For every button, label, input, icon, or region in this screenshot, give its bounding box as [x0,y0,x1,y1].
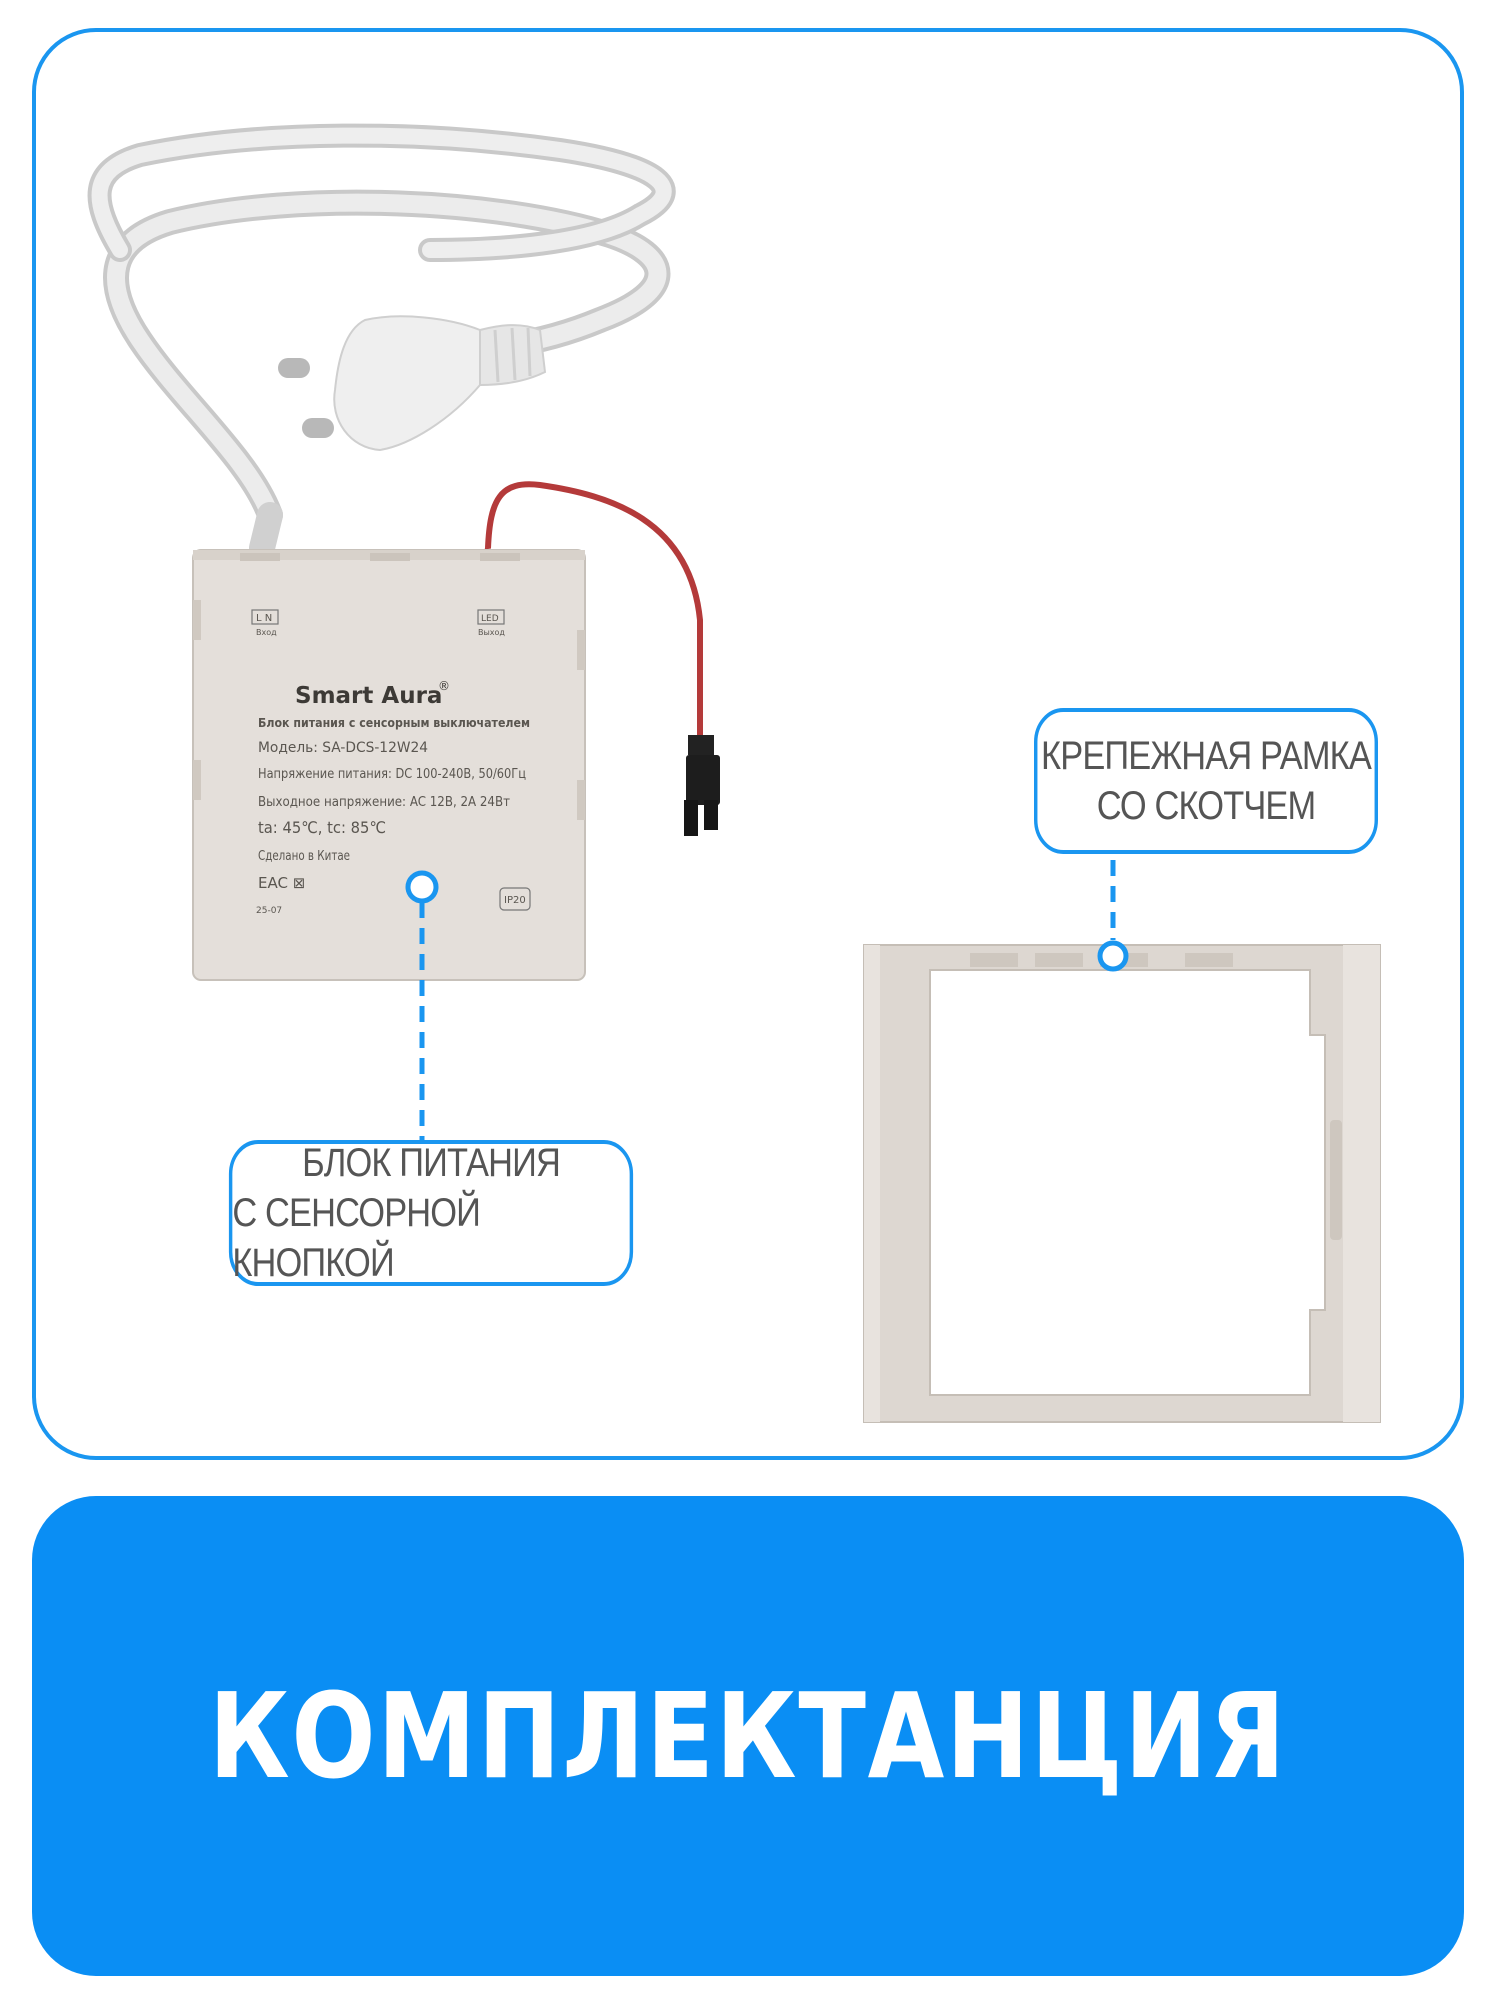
label-output-caption: Выход [478,628,505,637]
label-temps: ta: 45℃, tc: 85℃ [258,818,387,837]
label-brand-mark: ® [438,679,450,693]
euro-plug [278,316,545,450]
label-brand: Smart Aura [295,683,443,709]
callout-power-line2: С СЕНСОРНОЙ КНОПКОЙ [232,1191,481,1285]
label-input-terminals: L N [256,613,273,624]
label-input-caption: Вход [256,628,277,637]
banner-title: КОМПЛЕКТАНЦИЯ [208,1667,1288,1805]
label-cert-marks: EAC ⊠ [258,874,306,892]
label-output-voltage: Выходное напряжение: AC 12В, 2А 24Вт [258,795,511,810]
led-connector [684,735,720,836]
callout-frame-line2: СО СКОТЧЕМ [1096,784,1316,828]
bottom-banner [32,1496,1464,1976]
pointer-frame-dot [1100,943,1126,969]
label-output-terminal: LED [481,614,499,624]
label-batch: 25-07 [256,906,283,916]
label-input-voltage: Напряжение питания: DC 100-240В, 50/60Гц [258,767,527,782]
callout-mounting-frame [1034,708,1378,854]
callout-frame-line1: КРЕПЕЖНАЯ РАМКА [1041,734,1371,778]
callout-power-unit [229,1140,633,1286]
label-subtitle: Блок питания с сенсорным выключателем [258,715,530,730]
callout-power-line1: БЛОК ПИТАНИЯ [302,1141,560,1185]
label-model: Модель: SA-DCS-12W24 [258,740,429,756]
pointer-power-dot [408,873,436,901]
label-made-in: Сделано в Китае [258,848,350,864]
mounting-frame [864,945,1380,1422]
label-ip-rating: IP20 [504,895,526,906]
